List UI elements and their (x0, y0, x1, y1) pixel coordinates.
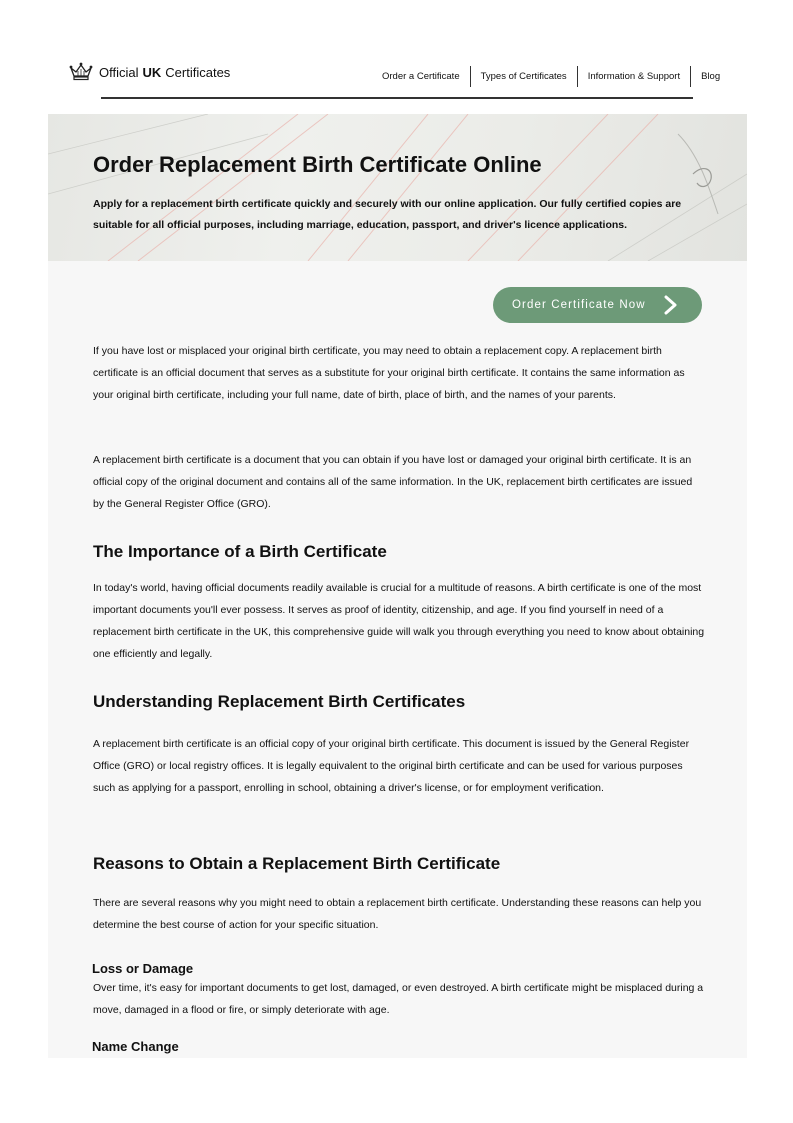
intro-paragraph-1: If you have lost or misplaced your original birth certificate, you may need to obtain a replacement copy. A replacement birth certificate is an official document that serves as a substitute for your original birth certificate. It contains the same information as your original birth certificate, including your full name, date of birth, place of birth, and the names of your parents. (93, 345, 685, 401)
nav-order-certificate[interactable]: Order a Certificate (382, 71, 460, 82)
brand-name-prefix: Official (99, 64, 139, 80)
order-certificate-button-label: Order Certificate Now (512, 299, 646, 311)
chevron-right-icon (662, 295, 680, 315)
crown-icon (69, 62, 93, 82)
certificate-background-image (48, 114, 747, 261)
brand-logo[interactable] (69, 62, 230, 82)
intro-paragraph-2: A replacement birth certificate is a document that you can obtain if you have lost or damaged your original birth certificate. It is an official copy of the original document and contains all of the same information. In the UK, replacement birth certificates are issued by the General Register Office (GRO). (93, 454, 693, 510)
header-divider (101, 97, 693, 99)
loss-damage-paragraph: Over time, it's easy for important documents to get lost, damaged, or even destroyed. A birth certificate might be misplaced during a move, damaged in a flood or fire, or simply deteriorate with age. (93, 982, 704, 1016)
nav-information-support[interactable]: Information & Support (587, 71, 681, 82)
nav-blog[interactable]: Blog (701, 71, 721, 82)
site-header (0, 0, 793, 100)
importance-paragraph: In today's world, having official documents readily available is crucial for a multitude of reasons. A birth certificate is one of the most important documents you'll ever possess. It serves as proof of identity, citizenship, and age. If you find yourself in need of a replacement birth certificate in the UK, this comprehensive guide will walk you through everything you need to know about obtaining one efficiently and legally. (93, 582, 705, 660)
page-title: Order Replacement Birth Certificate Online (93, 152, 542, 177)
order-certificate-button[interactable] (493, 287, 702, 323)
brand-name (99, 65, 230, 80)
hero-banner (48, 114, 747, 261)
hero-subtitle: Apply for a replacement birth certificate quickly and securely with our online application. Our fully certified copies are suitable for all official purposes, including marriage, education, passport, and driver's licence applications. (93, 198, 682, 231)
name-change-heading: Name Change (92, 1039, 179, 1054)
reasons-heading: Reasons to Obtain a Replacement Birth Certificate (93, 854, 501, 873)
loss-damage-heading: Loss or Damage (92, 961, 194, 976)
reasons-paragraph: There are several reasons why you might need to obtain a replacement birth certificate. Understanding these reasons can help you determine the best course of action for your specific situation. (93, 897, 702, 931)
main-content (48, 261, 747, 1058)
main-nav (372, 66, 730, 87)
understanding-heading: Understanding Replacement Birth Certificates (93, 692, 466, 711)
brand-name-suffix: Certificates (165, 64, 231, 80)
nav-types-of-certificates[interactable]: Types of Certificates (480, 71, 567, 82)
importance-heading: The Importance of a Birth Certificate (93, 542, 387, 561)
brand-name-bold: UK (142, 64, 162, 80)
understanding-paragraph: A replacement birth certificate is an official copy of your original birth certificate. This document is issued by the General Register Office (GRO) or local registry offices. It is legally equivalent to the original birth certificate and can be used for various purposes such as applying for a passport, enrolling in school, obtaining a driver's license, or for employment verification. (93, 738, 690, 794)
